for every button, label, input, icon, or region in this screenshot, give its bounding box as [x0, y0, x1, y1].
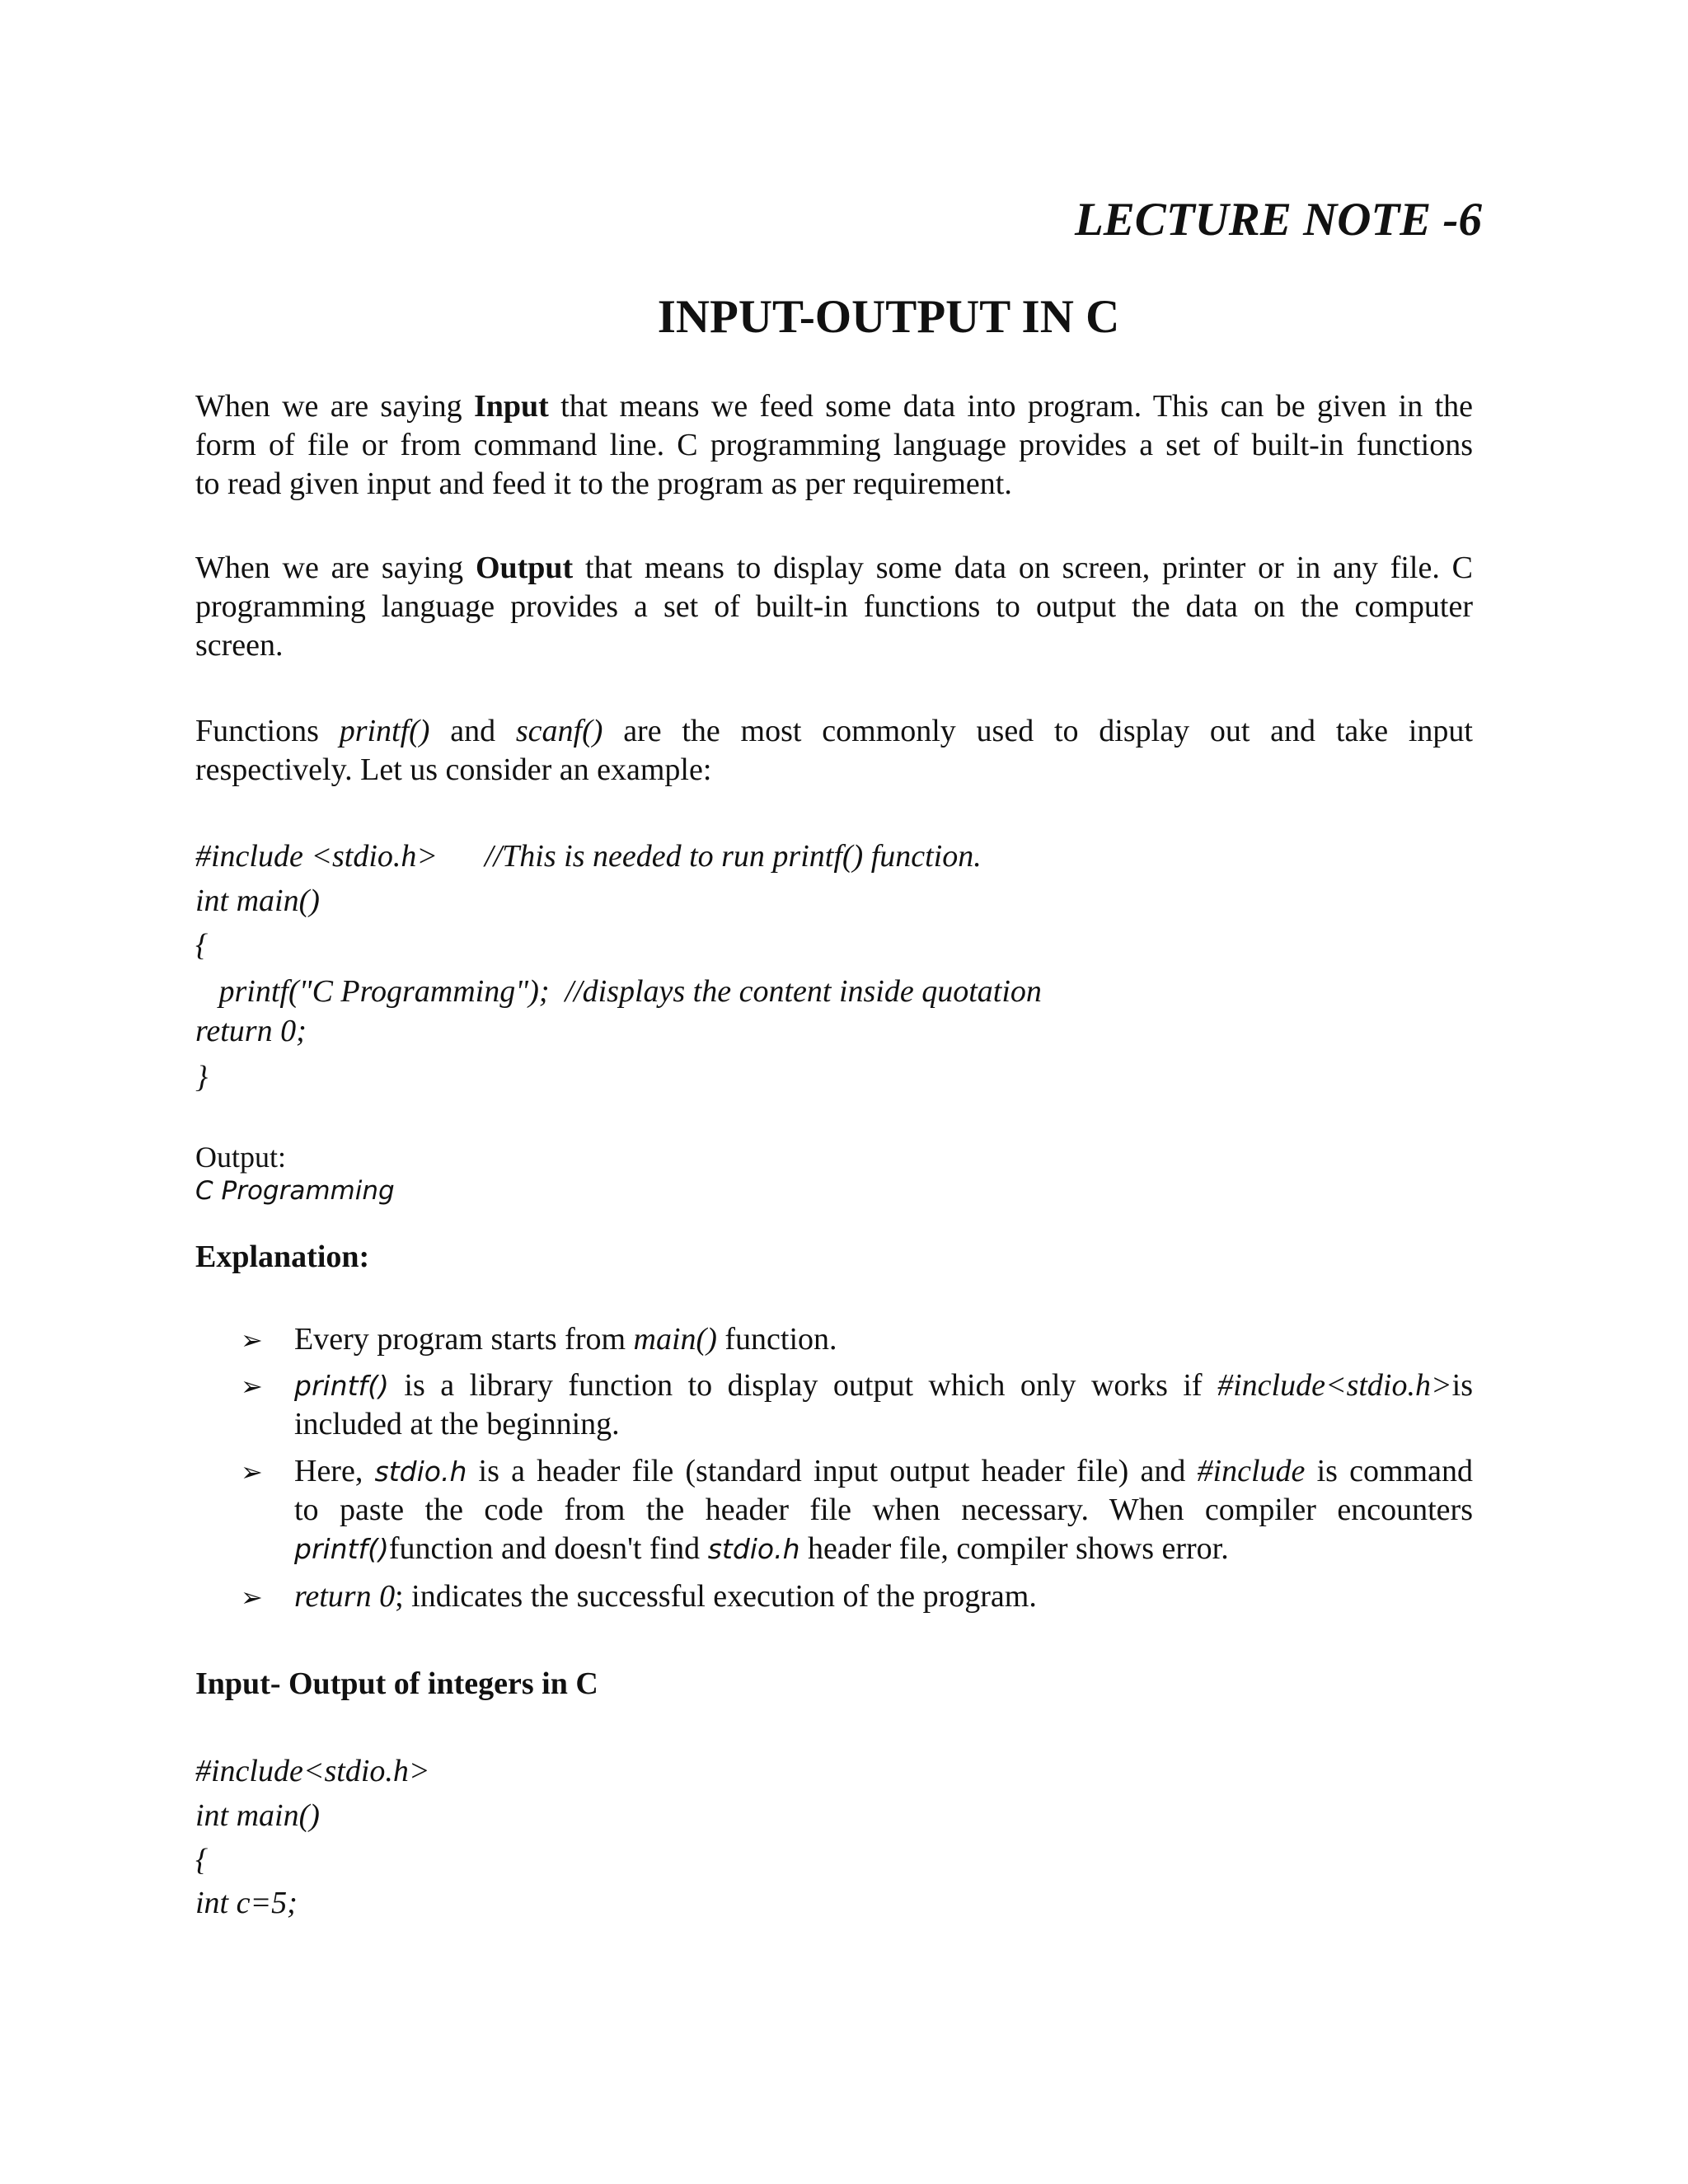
text-run: Every program starts from — [294, 1322, 634, 1357]
text-run: that means we feed some data into program. This can be given in the — [548, 389, 1473, 424]
bullet-line — [294, 1320, 1473, 1359]
paragraph-line — [195, 387, 1473, 426]
paragraph-line — [195, 712, 1473, 751]
paragraph-line: programming language provides a set of built-in functions to output the data on the computer — [195, 589, 1473, 624]
italic-term-scanf: scanf() — [515, 714, 603, 748]
code-term-printf: printf() — [294, 1533, 389, 1565]
code-line: return 0; — [195, 1014, 307, 1048]
text-run: is a header file (standard input output header file) and — [467, 1454, 1198, 1488]
bullet-item — [294, 1452, 1473, 1568]
code-term-stdio: stdio.h — [707, 1533, 800, 1565]
bullet-line: included at the beginning. — [294, 1407, 620, 1441]
text-run: ; indicates the successful execution of the program. — [395, 1579, 1037, 1614]
code-line: { — [195, 1843, 209, 1877]
paragraph-input — [195, 387, 1473, 504]
text-run: is a library function to display output which only works if — [388, 1368, 1218, 1403]
paragraph-output — [195, 549, 1473, 665]
text-run: header file, compiler shows error. — [799, 1531, 1229, 1566]
bullet-line: to paste the code from the header file when necessary. When compiler encounters — [294, 1493, 1473, 1527]
code-line: #include <stdio.h> //This is needed to run printf() function. — [195, 839, 982, 874]
page-title-text: INPUT-OUTPUT IN C — [657, 291, 1120, 343]
text-run: When we are saying — [195, 551, 476, 585]
paragraph-line: respectively. Let us consider an example: — [195, 752, 712, 787]
code-line: int main() — [195, 1798, 320, 1833]
bullet-item — [294, 1320, 1473, 1359]
italic-term-return: return 0 — [294, 1579, 396, 1614]
paragraph-line: to read given input and feed it to the program as per requirement. — [195, 466, 1012, 501]
text-run: function and doesn't find — [388, 1531, 708, 1566]
code-term-printf: printf() — [294, 1370, 389, 1402]
bullet-line — [294, 1577, 1473, 1616]
paragraph-line: screen. — [195, 628, 284, 663]
code-line: printf("C Programming"); //displays the content inside quotation — [195, 974, 1042, 1009]
section-heading-integers: Input- Output of integers in C — [195, 1666, 598, 1701]
bullet-line — [294, 1366, 1473, 1405]
output-value: C Programming — [195, 1176, 395, 1206]
text-run: function. — [716, 1322, 837, 1357]
bullet-item — [294, 1577, 1473, 1616]
text-run: Here, — [294, 1454, 375, 1488]
paragraph-line — [195, 549, 1473, 588]
page-title — [0, 291, 1688, 343]
paragraph-line: form of file or from command line. C programming language provides a set of built-in functions — [195, 428, 1473, 462]
paragraph-functions — [195, 712, 1473, 790]
bullet-line — [294, 1530, 1473, 1568]
text-run: Functions — [195, 714, 340, 748]
italic-term-printf: printf() — [339, 714, 430, 748]
text-run: is command — [1305, 1454, 1473, 1488]
code-term-stdio: stdio.h — [374, 1455, 467, 1488]
bold-term-output: Output — [475, 551, 574, 585]
code-line: int c=5; — [195, 1886, 298, 1920]
text-run: When we are saying — [195, 389, 474, 424]
text-run: and — [429, 714, 516, 748]
bold-term-input: Input — [473, 389, 549, 424]
italic-term-include: #include — [1197, 1454, 1306, 1488]
code-line: int main() — [195, 883, 320, 918]
arrowhead-bullet-icon: ➢ — [241, 1456, 263, 1488]
arrowhead-bullet-icon: ➢ — [241, 1582, 263, 1613]
text-run: that means to display some data on screen, printer or in any file. C — [573, 551, 1474, 585]
text-run: are the most commonly used to display out and take input — [603, 714, 1473, 748]
code-line: #include<stdio.h> — [195, 1754, 430, 1788]
bullet-line — [294, 1452, 1473, 1491]
italic-term-include: #include<stdio.h> — [1217, 1368, 1452, 1403]
lecture-note-label: LECTURE NOTE -6 — [1074, 194, 1482, 246]
arrowhead-bullet-icon: ➢ — [241, 1324, 263, 1356]
code-line: { — [195, 928, 209, 963]
explanation-heading: Explanation: — [195, 1240, 370, 1274]
code-line: } — [195, 1060, 209, 1094]
bullet-item — [294, 1366, 1473, 1444]
output-label: Output: — [195, 1141, 287, 1174]
text-run: is — [1451, 1368, 1473, 1403]
arrowhead-bullet-icon: ➢ — [241, 1371, 263, 1402]
italic-term-main: main() — [633, 1322, 717, 1357]
